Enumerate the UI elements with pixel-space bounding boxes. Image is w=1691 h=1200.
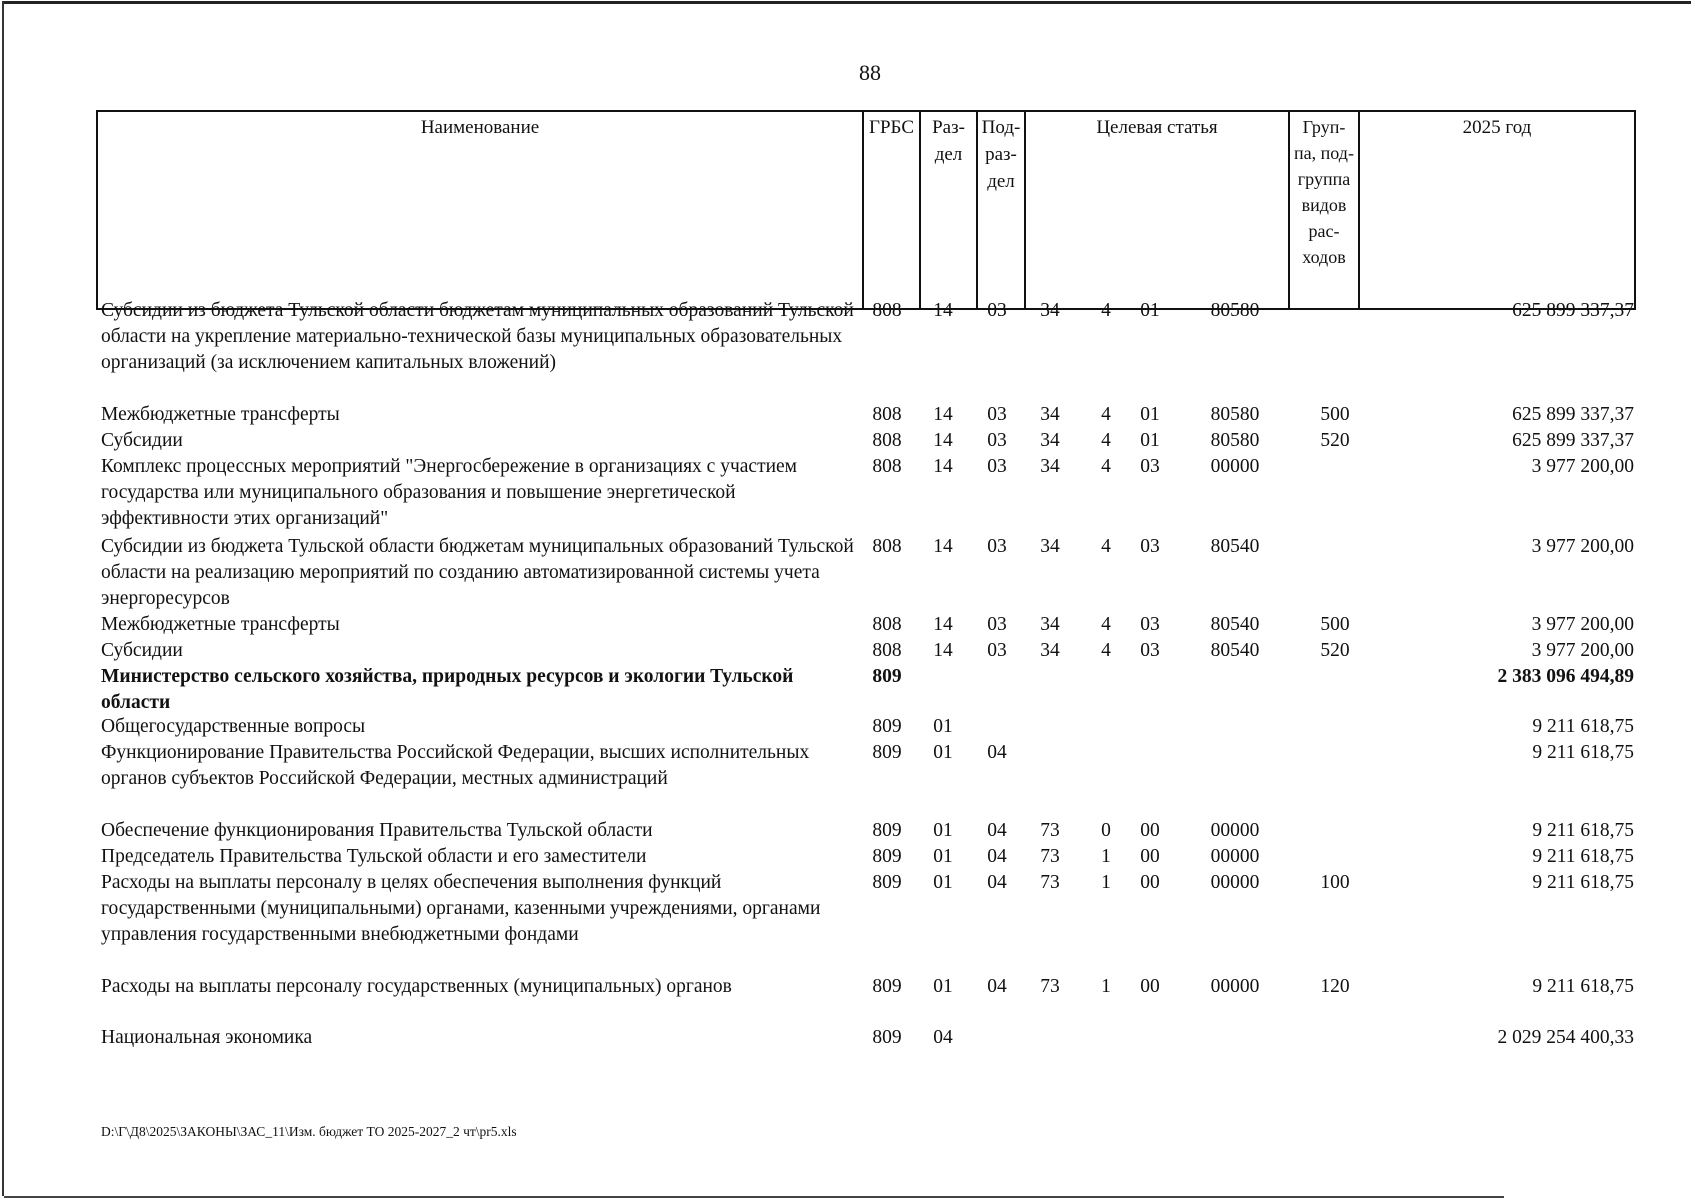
row-cs2: 4 — [1101, 536, 1111, 557]
row-name: Комплекс процессных мероприятий "Энергосбережение в организациях с участием государства или муниципального образования и повышение энергетической эффективности этих организаций" — [101, 456, 798, 529]
row-razd: 14 — [933, 456, 953, 477]
row-name: Расходы на выплаты персоналу в целях обеспечения выполнения функций государственными (муниципальными) органами, казенными учреждениями, органами управления государственными внебюджетными фондами — [101, 872, 821, 945]
row-name: Межбюджетные трансферты — [101, 614, 340, 635]
row-cs1: 34 — [1040, 614, 1060, 635]
row-podr: 03 — [987, 640, 1007, 661]
row-grbs: 808 — [872, 404, 902, 425]
row-grbs: 809 — [872, 820, 902, 841]
row-name: Председатель Правительства Тульской области и его заместители — [101, 846, 647, 867]
row-cs4: 00000 — [1210, 872, 1260, 893]
row-grbs: 809 — [872, 872, 902, 893]
row-podr: 03 — [987, 456, 1007, 477]
row-cs2: 4 — [1101, 300, 1111, 321]
row-cs4: 80580 — [1210, 404, 1260, 425]
row-podr: 04 — [987, 846, 1007, 867]
row-name: Функционирование Правительства Российской Федерации, высших исполнительных органов субъектов Российской Федерации, местных администраций — [101, 742, 810, 789]
row-cs2: 0 — [1101, 820, 1111, 841]
row-cs3: 00 — [1140, 846, 1160, 867]
row-vid: 500 — [1320, 404, 1350, 425]
row-sum: 9 211 618,75 — [1532, 846, 1634, 867]
row-grbs: 808 — [872, 640, 902, 661]
row-cs4: 00000 — [1210, 456, 1260, 477]
row-cs1: 73 — [1040, 846, 1060, 867]
row-grbs: 808 — [872, 614, 902, 635]
row-cs3: 01 — [1140, 404, 1160, 425]
row-grbs: 809 — [872, 846, 902, 867]
row-razd: 14 — [933, 614, 953, 635]
row-podr: 04 — [987, 742, 1007, 763]
row-razd: 01 — [933, 846, 953, 867]
row-podr: 03 — [987, 404, 1007, 425]
row-cs1: 73 — [1040, 872, 1060, 893]
header-razdel: Раз- дел — [932, 117, 965, 165]
row-grbs: 809 — [872, 716, 902, 737]
page-border-top — [4, 1, 1691, 4]
row-podr: 04 — [987, 976, 1007, 997]
row-sum: 2 383 096 494,89 — [1497, 666, 1634, 687]
row-cs4: 80580 — [1210, 430, 1260, 451]
row-podr: 03 — [987, 536, 1007, 557]
row-sum: 625 899 337,37 — [1512, 430, 1634, 451]
row-grbs: 809 — [872, 1027, 902, 1048]
row-cs3: 00 — [1140, 872, 1160, 893]
row-grbs: 808 — [872, 456, 902, 477]
row-cs2: 4 — [1101, 404, 1111, 425]
row-cs1: 34 — [1040, 300, 1060, 321]
row-podr: 03 — [987, 300, 1007, 321]
header-name: Наименование — [420, 117, 540, 138]
row-razd: 14 — [933, 300, 953, 321]
page-border-left — [2, 1, 4, 1196]
row-vid: 120 — [1320, 976, 1350, 997]
row-sum: 625 899 337,37 — [1512, 300, 1634, 321]
row-name: Министерство сельского хозяйства, природных ресурсов и экологии Тульской области — [101, 666, 794, 713]
row-cs4: 80540 — [1210, 640, 1260, 661]
row-name: Расходы на выплаты персоналу государственных (муниципальных) органов — [101, 976, 732, 997]
row-cs2: 4 — [1101, 614, 1111, 635]
row-sum: 3 977 200,00 — [1531, 536, 1634, 557]
row-vid: 520 — [1320, 430, 1350, 451]
row-razd: 04 — [933, 1027, 953, 1048]
row-cs4: 80540 — [1210, 536, 1260, 557]
row-sum: 625 899 337,37 — [1512, 404, 1634, 425]
row-name: Субсидии из бюджета Тульской области бюджетам муниципальных образований Тульской области на укрепление материально-технической базы муниципальных образовательных организаций (за исключением капитальных вложений) — [101, 300, 854, 373]
row-cs3: 01 — [1140, 300, 1160, 321]
header-vid-rashodov: Груп- па, под- группа видов рас- ходов — [1294, 117, 1354, 267]
page-border-bottom — [4, 1196, 1504, 1198]
row-name: Межбюджетные трансферты — [101, 404, 340, 425]
row-sum: 9 211 618,75 — [1532, 716, 1634, 737]
row-cs4: 00000 — [1210, 820, 1260, 841]
row-name: Субсидии — [101, 640, 183, 661]
row-sum: 9 211 618,75 — [1532, 820, 1634, 841]
row-cs1: 34 — [1040, 640, 1060, 661]
row-podr: 04 — [987, 872, 1007, 893]
row-cs4: 00000 — [1210, 976, 1260, 997]
row-grbs: 809 — [872, 976, 902, 997]
header-podrazdel: Под- раз- дел — [981, 117, 1021, 192]
row-cs3: 03 — [1140, 614, 1160, 635]
row-grbs: 809 — [872, 666, 902, 687]
row-cs4: 00000 — [1210, 846, 1260, 867]
page-number: 88 — [859, 60, 881, 85]
row-cs2: 4 — [1101, 456, 1111, 477]
row-sum: 9 211 618,75 — [1532, 872, 1634, 893]
row-razd: 01 — [933, 820, 953, 841]
row-razd: 01 — [933, 742, 953, 763]
row-sum: 2 029 254 400,33 — [1497, 1027, 1634, 1048]
row-cs4: 80580 — [1210, 300, 1260, 321]
row-cs3: 01 — [1140, 430, 1160, 451]
row-cs2: 1 — [1101, 872, 1111, 893]
row-cs1: 34 — [1040, 536, 1060, 557]
row-vid: 100 — [1320, 872, 1350, 893]
row-grbs: 809 — [872, 742, 902, 763]
row-cs2: 1 — [1101, 846, 1111, 867]
row-name: Обеспечение функционирования Правительства Тульской области — [101, 820, 653, 841]
header-celevaya-statya: Целевая статья — [1096, 117, 1218, 138]
row-razd: 14 — [933, 640, 953, 661]
row-cs1: 34 — [1040, 404, 1060, 425]
header-year: 2025 год — [1462, 117, 1532, 138]
row-sum: 9 211 618,75 — [1532, 976, 1634, 997]
row-grbs: 808 — [872, 430, 902, 451]
row-name: Национальная экономика — [101, 1027, 313, 1048]
row-cs1: 34 — [1040, 430, 1060, 451]
row-grbs: 808 — [872, 536, 902, 557]
row-name: Субсидии — [101, 430, 183, 451]
row-sum: 3 977 200,00 — [1531, 640, 1634, 661]
row-cs2: 4 — [1101, 430, 1111, 451]
row-razd: 01 — [933, 716, 953, 737]
row-sum: 9 211 618,75 — [1532, 742, 1634, 763]
row-cs1: 73 — [1040, 820, 1060, 841]
row-podr: 03 — [987, 430, 1007, 451]
row-razd: 01 — [933, 872, 953, 893]
row-sum: 3 977 200,00 — [1531, 614, 1634, 635]
row-razd: 14 — [933, 404, 953, 425]
row-name: Общегосударственные вопросы — [101, 716, 366, 737]
row-cs1: 34 — [1040, 456, 1060, 477]
table-header — [96, 110, 1636, 310]
row-razd: 14 — [933, 430, 953, 451]
row-cs3: 03 — [1140, 456, 1160, 477]
row-cs3: 00 — [1140, 976, 1160, 997]
header-grbs: ГРБС — [868, 117, 914, 138]
row-cs1: 73 — [1040, 976, 1060, 997]
row-cs3: 03 — [1140, 536, 1160, 557]
row-podr: 03 — [987, 614, 1007, 635]
row-cs3: 03 — [1140, 640, 1160, 661]
row-vid: 500 — [1320, 614, 1350, 635]
row-cs4: 80540 — [1210, 614, 1260, 635]
row-sum: 3 977 200,00 — [1531, 456, 1634, 477]
row-cs3: 00 — [1140, 820, 1160, 841]
row-cs2: 4 — [1101, 640, 1111, 661]
row-razd: 01 — [933, 976, 953, 997]
row-razd: 14 — [933, 536, 953, 557]
row-cs2: 1 — [1101, 976, 1111, 997]
row-name: Субсидии из бюджета Тульской области бюджетам муниципальных образований Тульской области на реализацию мероприятий по созданию автоматизированной системы учета энергоресурсов — [101, 536, 854, 609]
row-grbs: 808 — [872, 300, 902, 321]
row-podr: 04 — [987, 820, 1007, 841]
row-vid: 520 — [1320, 640, 1350, 661]
file-path: D:\Г\Д8\2025\ЗАКОНЫ\ЗАС_11\Изм. бюджет ТО 2025-2027_2 чт\pr5.xls — [101, 1124, 517, 1139]
